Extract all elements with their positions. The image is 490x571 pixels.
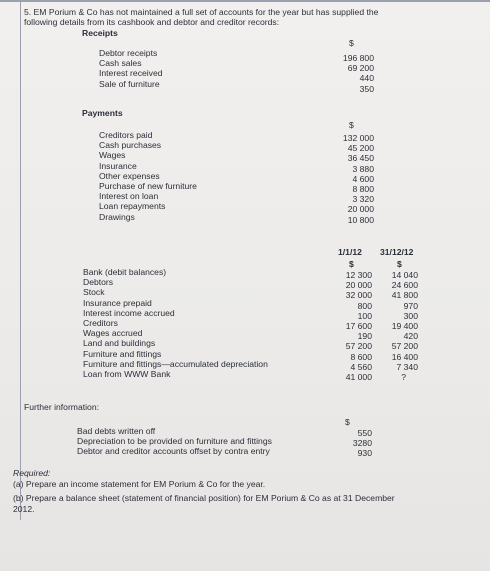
required-part-b-line-2: 2012.	[13, 504, 35, 514]
further-info-amounts	[330, 428, 372, 459]
receipts-labels	[99, 48, 163, 89]
balance-label: Interest income accrued	[83, 307, 175, 318]
balances-col1-date: 1/1/12	[338, 247, 362, 257]
payments-currency: $	[349, 120, 354, 130]
page-top-rule	[0, 0, 490, 2]
balances-col2-currency: $	[397, 259, 402, 269]
receipt-label: Interest received	[99, 68, 163, 79]
further-info-label: Debtor and creditor accounts offset by contra entry	[77, 446, 270, 457]
balance-value-1jan: 800	[357, 300, 372, 311]
balances-col1-values	[318, 270, 372, 382]
receipt-amount: 350	[359, 83, 374, 94]
payments-labels	[99, 130, 197, 222]
payment-amount: 8 800	[352, 183, 374, 194]
receipts-currency: $	[349, 38, 354, 48]
payment-amount: 3 880	[352, 163, 374, 174]
balance-label: Bank (debit balances)	[83, 267, 167, 277]
balance-label: Land and buildings	[83, 338, 156, 349]
balances-labels	[83, 267, 268, 379]
payment-amount: 10 800	[347, 214, 374, 225]
receipt-amount: 69 200	[347, 63, 374, 74]
payment-label: Insurance	[99, 160, 137, 171]
page-left-rule	[20, 0, 21, 520]
balance-value-31dec: 57 200	[391, 341, 418, 352]
payment-amount: 4 600	[352, 173, 374, 184]
required-part-b-line-1: (b) Prepare a balance sheet (statement of financial position) for EM Porium & Co as at 31 December	[13, 493, 395, 503]
balance-value-31dec: 420	[403, 331, 418, 342]
required-part-a: (a) Prepare an income statement for EM Porium & Co for the year.	[13, 479, 266, 489]
required-heading: Required:	[13, 468, 51, 478]
balance-value-1jan: 20 000	[345, 280, 372, 291]
receipt-label: Debtor receipts	[99, 48, 158, 58]
further-info-amount: 930	[357, 448, 372, 459]
payments-amounts	[318, 133, 374, 225]
receipts-amounts	[320, 53, 374, 94]
balance-label: Stock	[83, 287, 105, 298]
payment-amount: 132 000	[342, 133, 374, 143]
balance-value-1jan: 41 000	[345, 371, 372, 382]
payment-label: Interest on loan	[99, 191, 159, 202]
balance-value-31dec: 16 400	[391, 351, 418, 362]
payment-label: Purchase of new furniture	[99, 180, 197, 191]
balance-value-31dec: 24 600	[391, 280, 418, 291]
balance-value-31dec: 14 040	[391, 270, 418, 280]
balance-label: Creditors	[83, 317, 118, 328]
further-info-label: Bad debts written off	[77, 426, 156, 436]
payments-heading: Payments	[82, 108, 123, 118]
payment-label: Other expenses	[99, 170, 160, 181]
balances-col2-date: 31/12/12	[380, 247, 414, 257]
balance-label: Furniture and fittings	[83, 348, 162, 359]
balance-value-1jan: 12 300	[345, 270, 372, 280]
further-info-amount: 550	[357, 428, 372, 438]
balances-col2-values	[366, 270, 418, 382]
balance-value-1jan: 32 000	[345, 290, 372, 301]
balance-value-31dec: 41 800	[391, 290, 418, 301]
payment-amount: 36 450	[347, 153, 374, 164]
balance-value-31dec: 7 340	[396, 361, 418, 372]
balance-label: Loan from WWW Bank	[83, 368, 171, 379]
balance-value-31dec: 19 400	[391, 320, 418, 331]
payment-label: Drawings	[99, 211, 135, 222]
balance-value-1jan: 17 600	[345, 320, 372, 331]
balance-label: Wages accrued	[83, 328, 143, 339]
question-intro-line-2: following details from its cashbook and debtor and creditor records:	[24, 17, 280, 27]
payment-label: Wages	[99, 150, 126, 161]
balance-value-31dec: 300	[403, 310, 418, 321]
balances-col1-currency: $	[349, 259, 354, 269]
payment-label: Cash purchases	[99, 140, 162, 151]
balance-label: Furniture and fittings—accumulated depreciation	[83, 358, 268, 369]
question-intro-line-1: 5. EM Porium & Co has not maintained a full set of accounts for the year but has supplied the	[24, 7, 379, 17]
further-info-label: Depreciation to be provided on furniture and fittings	[77, 436, 272, 447]
balance-label: Debtors	[83, 277, 114, 288]
receipt-label: Sale of furniture	[99, 78, 160, 89]
further-info-amount: 3280	[352, 438, 372, 449]
receipt-amount: 196 800	[342, 53, 374, 63]
balance-value-31dec: 970	[403, 300, 418, 311]
payment-amount: 45 200	[347, 143, 374, 154]
receipt-label: Cash sales	[99, 58, 142, 69]
balance-value-1jan: 190	[357, 331, 372, 342]
further-info-heading: Further information:	[24, 402, 99, 412]
payment-amount: 3 320	[352, 194, 374, 205]
payment-amount: 20 000	[347, 204, 374, 215]
balance-value-1jan: 100	[357, 310, 372, 321]
balance-label: Insurance prepaid	[83, 297, 152, 308]
payment-label: Creditors paid	[99, 130, 153, 140]
balance-value-1jan: 8 600	[350, 351, 372, 362]
balance-value-1jan: 57 200	[345, 341, 372, 352]
balance-value-31dec: ?	[401, 371, 406, 382]
receipt-amount: 440	[359, 73, 374, 84]
further-info-labels	[77, 426, 272, 457]
balance-value-1jan: 4 560	[350, 361, 372, 372]
payment-label: Loan repayments	[99, 201, 166, 212]
further-info-currency: $	[345, 417, 350, 427]
receipts-heading: Receipts	[82, 28, 118, 38]
